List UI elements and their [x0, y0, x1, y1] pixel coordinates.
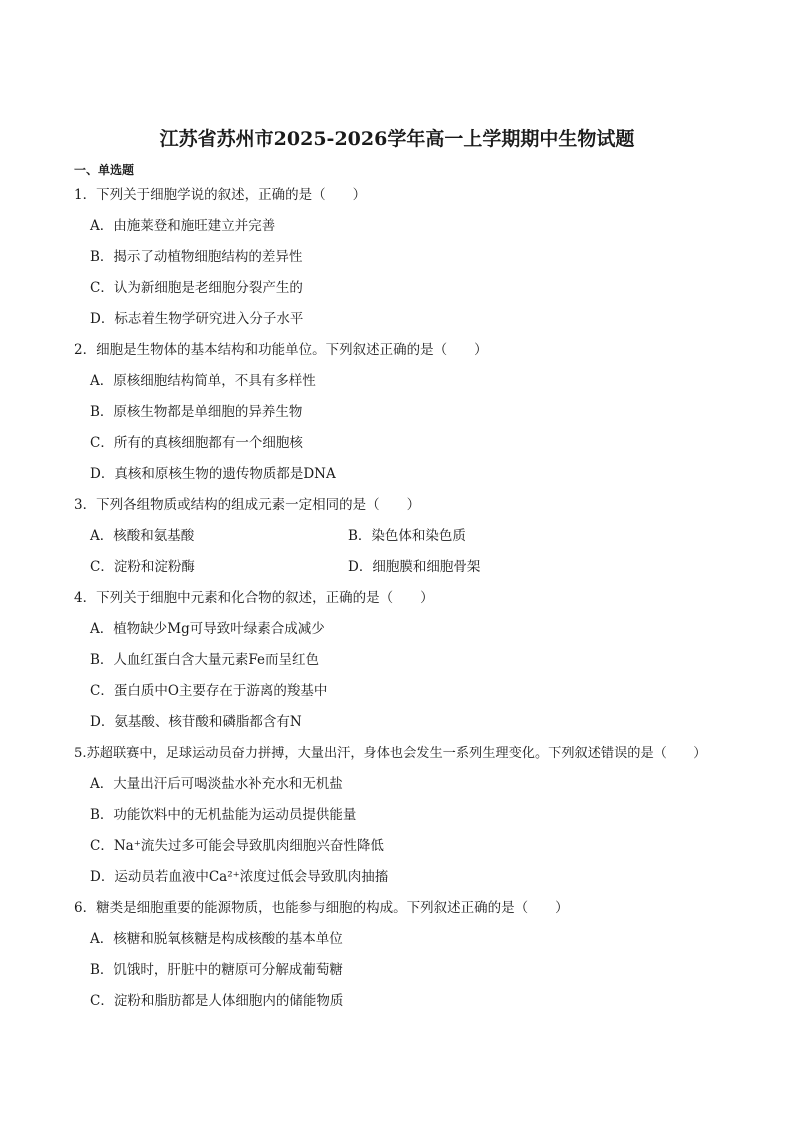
question-1-option-b: B．揭示了动植物细胞结构的差异性	[90, 249, 303, 265]
question-1-option-c: C．认为新细胞是老细胞分裂产生的	[90, 280, 303, 296]
question-6-option-c: C．淀粉和脂肪都是人体细胞内的储能物质	[90, 993, 344, 1009]
question-2-option-c: C．所有的真核细胞都有一个细胞核	[90, 435, 303, 451]
question-6-option-b: B．饥饿时，肝脏中的糖原可分解成葡萄糖	[90, 962, 343, 978]
question-6-stem: 6．糖类是细胞重要的能源物质，也能参与细胞的构成。下列叙述正确的是（ ）	[74, 900, 569, 916]
question-5-option-d: D．运动员若血液中Ca²⁺浓度过低会导致肌肉抽搐	[90, 869, 389, 885]
question-1-option-d: D．标志着生物学研究进入分子水平	[90, 311, 304, 327]
exam-title: 江苏省苏州市2025-2026学年高一上学期期中生物试题	[159, 128, 635, 150]
question-2-option-b: B．原核生物都是单细胞的异养生物	[90, 404, 303, 420]
question-4-option-a: A．植物缺少Mg可导致叶绿素合成减少	[90, 621, 325, 637]
question-2-stem: 2．细胞是生物体的基本结构和功能单位。下列叙述正确的是（ ）	[74, 342, 488, 358]
question-3-options-row-1	[74, 521, 734, 552]
question-5-stem: 5.苏超联赛中，足球运动员奋力拼搏，大量出汗，身体也会发生一系列生理变化。下列叙述错误的是（ ）	[74, 746, 707, 761]
question-list	[74, 180, 734, 1017]
question-2-option-d: D．真核和原核生物的遗传物质都是DNA	[90, 466, 336, 482]
question-5-option-a: A．大量出汗后可喝淡盐水补充水和无机盐	[90, 776, 343, 792]
question-5-option-c: C．Na⁺流失过多可能会导致肌肉细胞兴奋性降低	[90, 838, 384, 854]
question-3-option-b: B．染色体和染色质	[348, 528, 466, 544]
question-5-option-b: B．功能饮料中的无机盐能为运动员提供能量	[90, 807, 357, 823]
question-3-option-a: A．核酸和氨基酸	[90, 528, 195, 544]
question-4-option-d: D．氨基酸、核苷酸和磷脂都含有N	[90, 714, 302, 730]
question-6-option-a: A．核糖和脱氧核糖是构成核酸的基本单位	[90, 931, 343, 947]
section-heading: 一、单选题	[74, 163, 135, 177]
question-3-stem: 3．下列各组物质或结构的组成元素一定相同的是（ ）	[74, 497, 421, 513]
question-2-option-a: A．原核细胞结构简单，不具有多样性	[90, 373, 316, 389]
question-4-option-b: B．人血红蛋白含大量元素Fe而呈红色	[90, 652, 320, 668]
question-1-stem: 1．下列关于细胞学说的叙述，正确的是（ ）	[74, 187, 367, 203]
question-3-option-d: D．细胞膜和细胞骨架	[348, 559, 481, 575]
question-4-stem: 4．下列关于细胞中元素和化合物的叙述，正确的是（ ）	[74, 590, 434, 606]
question-3-options-row-2	[74, 552, 734, 583]
question-3-option-c: C．淀粉和淀粉酶	[90, 559, 195, 575]
question-4-option-c: C．蛋白质中O主要存在于游离的羧基中	[90, 683, 328, 699]
question-1-option-a: A．由施莱登和施旺建立并完善	[90, 218, 276, 234]
